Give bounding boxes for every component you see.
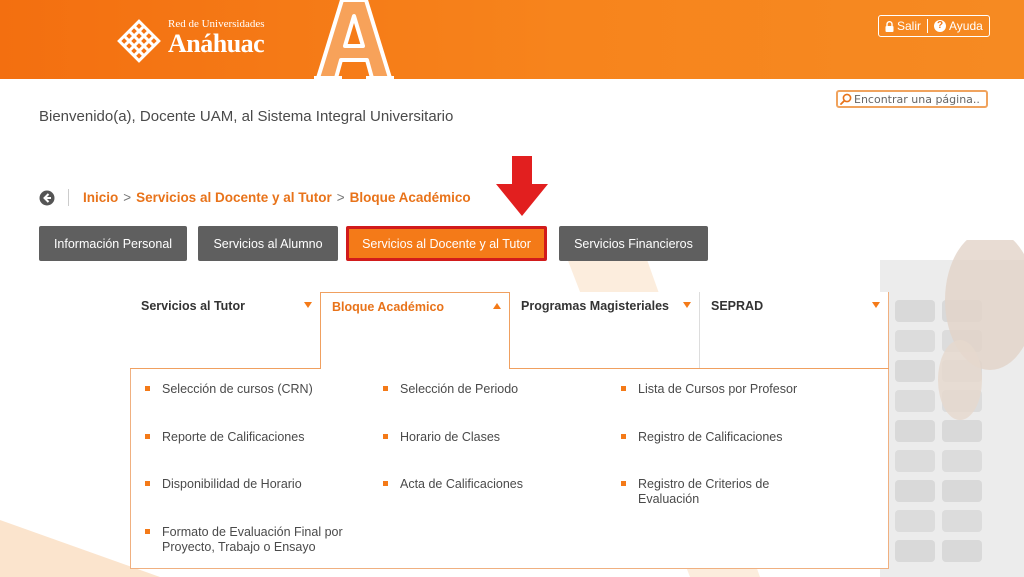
- link-acta-calificaciones[interactable]: [400, 477, 600, 492]
- page-search: [836, 90, 988, 108]
- breadcrumb: [83, 190, 471, 205]
- search-icon: [840, 93, 852, 105]
- link-registro-criterios-evaluacion[interactable]: [638, 477, 798, 507]
- breadcrumb-separator: >: [336, 190, 345, 205]
- link-formato-evaluacion[interactable]: [162, 525, 362, 555]
- link-label: Registro de Criterios de Evaluación: [638, 477, 770, 506]
- link-label: Disponibilidad de Horario: [162, 477, 302, 491]
- link-reporte-calificaciones[interactable]: [162, 430, 372, 445]
- bullet-icon: [145, 529, 150, 534]
- subtab-label: SEPRAD: [711, 299, 764, 313]
- anahuac-logo-mark-icon: [116, 18, 162, 64]
- link-label: Acta de Calificaciones: [400, 477, 523, 491]
- tab-servicios-alumno[interactable]: Servicios al Alumno: [198, 226, 338, 261]
- bullet-icon: [145, 434, 150, 439]
- top-banner: [0, 0, 1024, 79]
- link-label: Selección de Periodo: [400, 382, 519, 396]
- link-label: Reporte de Calificaciones: [162, 430, 305, 444]
- letter-a-emblem-icon: [312, 0, 396, 79]
- subtab-label: Servicios al Tutor: [141, 299, 245, 313]
- link-seleccion-cursos[interactable]: [162, 382, 372, 397]
- help-icon: ?: [934, 20, 946, 32]
- chevron-down-icon: [872, 302, 880, 308]
- breadcrumb-servicios-docente[interactable]: Servicios al Docente y al Tutor: [136, 190, 332, 205]
- tab-servicios-financieros[interactable]: Servicios Financieros: [559, 226, 708, 261]
- tab-informacion-personal[interactable]: Información Personal: [39, 226, 187, 261]
- link-registro-calificaciones[interactable]: [638, 430, 838, 445]
- breadcrumb-bloque-academico[interactable]: Bloque Académico: [349, 190, 471, 205]
- link-horario-clases[interactable]: [400, 430, 600, 445]
- chevron-down-icon: [683, 302, 691, 308]
- subtab-servicios-tutor[interactable]: [130, 292, 321, 369]
- lock-icon: [885, 21, 894, 32]
- logo-subtitle: Red de Universidades: [168, 18, 265, 30]
- link-label: Selección de cursos (CRN): [162, 382, 313, 396]
- logo-title: Anáhuac: [168, 29, 265, 58]
- subtab-underline-left: [130, 368, 321, 369]
- logout-label: Salir: [897, 19, 922, 33]
- link-label: Formato de Evaluación Final por Proyecto, Trabajo o Ensayo: [162, 525, 343, 554]
- subtab-seprad[interactable]: [700, 292, 889, 369]
- red-down-arrow-icon: [496, 156, 548, 216]
- link-label: Horario de Clases: [400, 430, 501, 444]
- chevron-down-icon: [304, 302, 312, 308]
- top-links: [878, 15, 990, 37]
- link-disponibilidad-horario[interactable]: [162, 477, 372, 492]
- subtab-bloque-academico[interactable]: [320, 292, 510, 369]
- help-link[interactable]: [928, 16, 989, 36]
- subtab-programas-magisteriales[interactable]: [510, 292, 700, 369]
- link-lista-cursos-profesor[interactable]: [638, 382, 838, 397]
- welcome-message: Bienvenido(a), Docente UAM, al Sistema Integral Universitario: [39, 108, 454, 125]
- link-seleccion-periodo[interactable]: [400, 382, 600, 397]
- breadcrumb-separator: >: [123, 190, 132, 205]
- link-label: Lista de Cursos por Profesor: [638, 382, 798, 396]
- bullet-icon: [145, 481, 150, 486]
- bullet-icon: [383, 434, 388, 439]
- breadcrumb-divider: [68, 189, 69, 206]
- subtab-underline-right: [509, 368, 889, 369]
- bullet-icon: [145, 386, 150, 391]
- help-label: Ayuda: [949, 19, 983, 33]
- logout-link[interactable]: [879, 16, 927, 36]
- chevron-up-icon: [493, 303, 501, 309]
- link-label: Registro de Calificaciones: [638, 430, 783, 444]
- bullet-icon: [621, 386, 626, 391]
- bullet-icon: [383, 386, 388, 391]
- breadcrumb-inicio[interactable]: Inicio: [83, 190, 119, 205]
- subtab-label: Bloque Académico: [332, 300, 445, 314]
- bullet-icon: [621, 481, 626, 486]
- tab-servicios-docente-tutor[interactable]: Servicios al Docente y al Tutor: [346, 226, 547, 261]
- search-input[interactable]: [852, 93, 984, 106]
- bullet-icon: [383, 481, 388, 486]
- subtab-label: Programas Magisteriales: [521, 299, 669, 313]
- back-arrow-icon[interactable]: [39, 190, 55, 206]
- bullet-icon: [621, 434, 626, 439]
